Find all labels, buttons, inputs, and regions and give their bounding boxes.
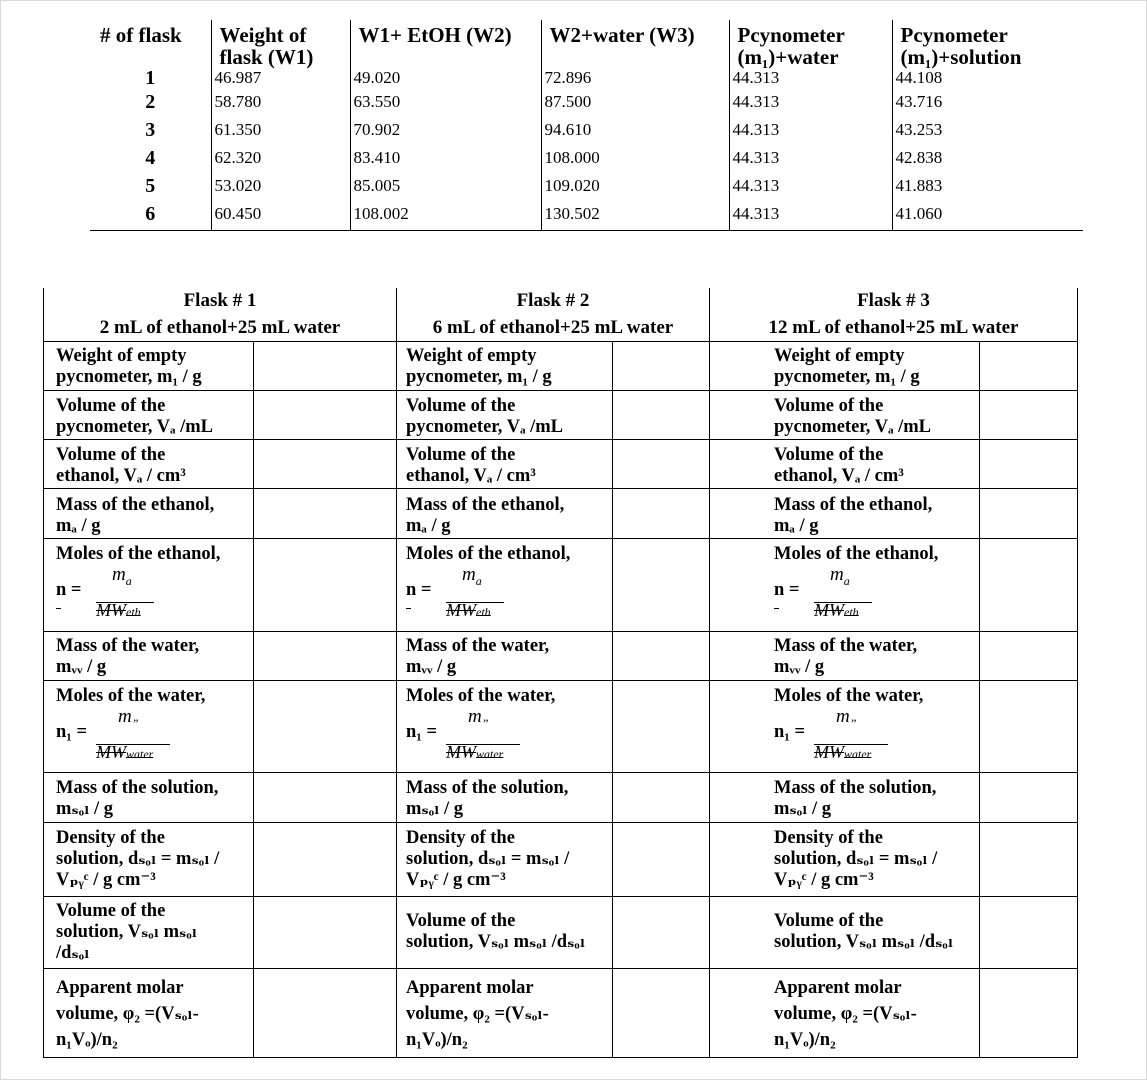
numerator-symbol: m: [112, 564, 126, 585]
flask-1-ethanol-mass-label: [56, 495, 214, 537]
molar-mass-subscript: eth: [844, 605, 859, 619]
header-flask-weight: Weight of flask (W1): [211, 20, 350, 68]
flask-3-solution-mass-label: [774, 778, 936, 820]
label-line: Vₚᵧᶜ / g cm⁻³: [56, 870, 156, 890]
label-line: ethanol, Vₐ / cm³: [56, 466, 186, 486]
label-line: pycnometer, m₁ / g: [774, 367, 920, 387]
label-line: ethanol, Vₐ / cm³: [406, 466, 536, 486]
water-moles-equation-lhs: n₁ =: [406, 722, 438, 742]
label-line: volume, φ₂ =(Vₛₒₗ-: [56, 1004, 199, 1024]
minus-tick: [774, 608, 779, 609]
table-cell: 109.020: [541, 174, 729, 202]
table-cell: 63.550: [350, 90, 541, 118]
label-line: Vₚᵧᶜ / g cm⁻³: [406, 870, 506, 890]
table-cell: 60.450: [211, 202, 350, 231]
row-divider: [44, 631, 1077, 632]
label-line: solution, dₛₒₗ = mₛₒₗ /: [774, 849, 938, 869]
label-line: Mass of the ethanol,: [56, 495, 215, 515]
table-header-row: [90, 20, 1083, 68]
molar-mass-symbol: MW: [814, 600, 844, 620]
label-line: solution, Vₛₒₗ mₛₒₗ /dₛₒₗ: [406, 932, 586, 952]
label-line: Weight of empty: [406, 346, 537, 366]
label-line: Mass of the solution,: [774, 778, 937, 798]
flask-number-cell: 2: [145, 91, 156, 113]
flask-2-water-mass-label: [406, 636, 549, 678]
table-cell: 44.108: [892, 68, 1083, 90]
label-line: mₐ / g: [406, 516, 451, 536]
table-row: [90, 68, 1083, 90]
table-cell: 44.313: [729, 118, 892, 146]
column-divider: [253, 341, 254, 1057]
table-cell: 44.313: [729, 202, 892, 231]
flask-1-water-moles-label: [56, 686, 205, 707]
column-divider: [612, 341, 613, 1057]
numerator-subscript: a: [125, 573, 132, 588]
flask-2-ethanol-volume-label: [406, 445, 536, 487]
water-moles-equation-lhs: n₁ =: [774, 722, 806, 742]
row-divider: [44, 772, 1077, 773]
label-line: Volume of the: [56, 901, 166, 921]
table-row: [90, 202, 1083, 231]
label-line: Moles of the ethanol,: [774, 544, 939, 564]
table-cell: 53.020: [211, 174, 350, 202]
flask-2-ethanol-mass-label: [406, 495, 564, 537]
ethanol-molar-mass-denominator: [96, 600, 141, 621]
label-line: Mass of the ethanol,: [774, 495, 933, 515]
flask-3-water-moles-label: [774, 686, 923, 707]
label-line: Moles of the water,: [406, 686, 556, 706]
flask-1-header: Flask # 1 2 mL of ethanol+25 mL water: [99, 290, 341, 338]
table-row: [90, 118, 1083, 146]
label-line: /dₛₒₗ: [56, 943, 90, 963]
ethanol-mass-numerator: [112, 564, 132, 589]
label-line: pycnometer, m₁ / g: [56, 367, 202, 387]
table-cell: 44.313: [729, 174, 892, 202]
label-line: mᵥᵥ / g: [774, 657, 825, 677]
flask-1-ethanol-moles-label: [56, 544, 220, 565]
label-line: volume, φ₂ =(Vₛₒₗ-: [406, 1004, 549, 1024]
numerator-symbol: m: [836, 706, 850, 727]
label-line: Weight of empty: [774, 346, 905, 366]
label-line: Volume of the: [406, 445, 516, 465]
flask-1-apparent-molar-volume-label: [56, 975, 199, 1053]
flask-3-header: Flask # 3 12 mL of ethanol+25 mL water: [768, 290, 1019, 338]
label-line: pycnometer, Vₐ /mL: [56, 417, 213, 437]
molar-mass-symbol: MW: [96, 742, 126, 762]
flask-3-ethanol-mass-label: [774, 495, 932, 537]
row-divider: [44, 390, 1077, 391]
table-cell: 44.313: [729, 90, 892, 118]
flask-1-water-mass-label: [56, 636, 199, 678]
label-line: Mass of the solution,: [406, 778, 569, 798]
flask-3-empty-pycnometer-weight-label: [774, 346, 920, 388]
minus-tick: [406, 608, 411, 609]
flask-worksheet: [43, 288, 1078, 1058]
column-divider: [709, 288, 710, 1057]
flask-1-solution-volume-label: [56, 901, 197, 964]
table-row: [90, 174, 1083, 202]
numerator-symbol: m: [118, 706, 132, 727]
label-line: mᵥᵥ / g: [56, 657, 107, 677]
flask-1-pycnometer-volume-label: [56, 396, 213, 438]
header-pyc-water: Pcynometer (m₁)+water: [729, 20, 892, 68]
flask-1-ethanol-volume-label: [56, 445, 186, 487]
flask-number-cell: 1: [145, 67, 156, 89]
row-divider: [44, 488, 1077, 489]
row-divider: [44, 439, 1077, 440]
flask-number-cell: 5: [145, 175, 156, 197]
header-divider: [44, 341, 1077, 342]
flask-3-water-mass-label: [774, 636, 917, 678]
header-flask-number: # of flask: [100, 23, 182, 47]
table-cell: 44.313: [729, 68, 892, 90]
numerator-symbol: m: [830, 564, 844, 585]
flask-2-empty-pycnometer-weight-label: [406, 346, 552, 388]
flask-3-solution-volume-label: [774, 911, 953, 953]
water-molar-mass-denominator: [446, 742, 503, 763]
numerator-subscript: ”: [481, 715, 489, 730]
table-cell: 87.500: [541, 90, 729, 118]
ethanol-mass-numerator: [462, 564, 482, 589]
ethanol-molar-mass-denominator: [446, 600, 491, 621]
table-cell: 85.005: [350, 174, 541, 202]
label-line: Mass of the water,: [774, 636, 918, 656]
flask-2-water-moles-label: [406, 686, 555, 707]
label-line: Volume of the: [774, 396, 884, 416]
flask-3-pycnometer-volume-label: [774, 396, 931, 438]
table-cell: 44.313: [729, 146, 892, 174]
label-line: ethanol, Vₐ / cm³: [774, 466, 904, 486]
label-line: pycnometer, Vₐ /mL: [406, 417, 563, 437]
flask-3-apparent-molar-volume-label: [774, 975, 917, 1053]
table-cell: 72.896: [541, 68, 729, 90]
label-line: mᵥᵥ / g: [406, 657, 457, 677]
flask-number-cell: 4: [145, 147, 156, 169]
row-divider: [44, 822, 1077, 823]
water-mass-numerator: [836, 706, 856, 731]
label-line: Mass of the ethanol,: [406, 495, 565, 515]
row-divider: [44, 896, 1077, 897]
flask-3-ethanol-volume-label: [774, 445, 904, 487]
molar-mass-symbol: MW: [446, 742, 476, 762]
table-cell: 49.020: [350, 68, 541, 90]
numerator-symbol: m: [462, 564, 476, 585]
water-mass-numerator: [118, 706, 138, 731]
table-cell: 58.780: [211, 90, 350, 118]
label-line: Density of the: [774, 828, 883, 848]
water-moles-equation-lhs: n₁ =: [56, 722, 88, 742]
flask-1-solution-density-label: [56, 828, 219, 891]
flask-1-empty-pycnometer-weight-label: [56, 346, 202, 388]
label-line: Weight of empty: [56, 346, 187, 366]
label-line: solution, dₛₒₗ = mₛₒₗ /: [56, 849, 220, 869]
flask-3-solution-density-label: [774, 828, 937, 891]
label-line: Volume of the: [56, 396, 166, 416]
table-cell: 62.320: [211, 146, 350, 174]
table-row: [90, 90, 1083, 118]
flask-weights-table: [90, 20, 1083, 231]
label-line: Apparent molar: [406, 978, 534, 998]
table-cell: 46.987: [211, 68, 350, 90]
flask-number-cell: 3: [145, 119, 156, 141]
water-molar-mass-denominator: [814, 742, 871, 763]
numerator-subscript: a: [843, 573, 850, 588]
molar-mass-subscript: water: [476, 747, 504, 761]
molar-mass-subscript: eth: [126, 605, 141, 619]
table-cell: 83.410: [350, 146, 541, 174]
label-line: Moles of the ethanol,: [56, 544, 221, 564]
water-molar-mass-denominator: [96, 742, 153, 763]
label-line: Density of the: [406, 828, 515, 848]
flask-2-apparent-molar-volume-label: [406, 975, 549, 1053]
flask-2-pycnometer-volume-label: [406, 396, 563, 438]
label-line: Apparent molar: [774, 978, 902, 998]
minus-tick: [56, 608, 61, 609]
label-line: mₐ / g: [56, 516, 101, 536]
column-divider: [396, 288, 397, 1057]
label-line: Apparent molar: [56, 978, 184, 998]
label-line: solution, dₛₒₗ = mₛₒₗ /: [406, 849, 570, 869]
table-row: [90, 146, 1083, 174]
label-line: Volume of the: [774, 445, 884, 465]
molar-mass-subscript: water: [126, 747, 154, 761]
label-line: n₁Vₒ)/n₂: [406, 1030, 468, 1050]
moles-equation-lhs: n =: [56, 580, 82, 600]
label-line: mₛₒₗ / g: [56, 799, 114, 819]
label-line: Vₚᵧᶜ / g cm⁻³: [774, 870, 874, 890]
table-cell: 108.002: [350, 202, 541, 231]
molar-mass-symbol: MW: [446, 600, 476, 620]
flask-1-solution-mass-label: [56, 778, 218, 820]
label-line: solution, Vₛₒₗ mₛₒₗ /dₛₒₗ: [774, 932, 954, 952]
flask-2-header: Flask # 2 6 mL of ethanol+25 mL water: [432, 290, 674, 338]
table-cell: 43.716: [892, 90, 1083, 118]
label-line: Density of the: [56, 828, 165, 848]
label-line: solution, Vₛₒₗ mₛₒₗ: [56, 922, 198, 942]
label-line: mₐ / g: [774, 516, 819, 536]
table-cell: 108.000: [541, 146, 729, 174]
column-divider: [979, 341, 980, 1057]
moles-equation-lhs: n =: [406, 580, 432, 600]
label-line: Mass of the solution,: [56, 778, 219, 798]
table-cell: 43.253: [892, 118, 1083, 146]
label-line: mₛₒₗ / g: [406, 799, 464, 819]
water-mass-numerator: [468, 706, 488, 731]
label-line: n₁Vₒ)/n₂: [774, 1030, 836, 1050]
label-line: volume, φ₂ =(Vₛₒₗ-: [774, 1004, 917, 1024]
row-divider: [44, 680, 1077, 681]
flask-2-solution-mass-label: [406, 778, 568, 820]
molar-mass-symbol: MW: [814, 742, 844, 762]
label-line: Mass of the water,: [56, 636, 200, 656]
label-line: Volume of the: [406, 911, 516, 931]
header-w2: W1+ EtOH (W2): [350, 20, 541, 68]
header-w3: W2+water (W3): [541, 20, 729, 68]
ethanol-mass-numerator: [830, 564, 850, 589]
label-line: Volume of the: [406, 396, 516, 416]
label-line: Moles of the water,: [774, 686, 924, 706]
label-line: Moles of the ethanol,: [406, 544, 571, 564]
molar-mass-symbol: MW: [96, 600, 126, 620]
label-line: pycnometer, m₁ / g: [406, 367, 552, 387]
label-line: Mass of the water,: [406, 636, 550, 656]
numerator-subscript: ”: [849, 715, 857, 730]
molar-mass-subscript: water: [844, 747, 872, 761]
numerator-subscript: a: [475, 573, 482, 588]
flask-2-solution-volume-label: [406, 911, 585, 953]
flask-number-cell: 6: [90, 202, 211, 231]
label-line: Volume of the: [56, 445, 166, 465]
table-cell: 41.060: [892, 202, 1083, 231]
flask-2-ethanol-moles-label: [406, 544, 570, 565]
header-pyc-solution: Pcynometer (m₁)+solution: [892, 20, 1083, 68]
table-cell: 70.902: [350, 118, 541, 146]
table-cell: 94.610: [541, 118, 729, 146]
label-line: mₛₒₗ / g: [774, 799, 832, 819]
label-line: n₁Vₒ)/n₂: [56, 1030, 118, 1050]
table-cell: 42.838: [892, 146, 1083, 174]
moles-equation-lhs: n =: [774, 580, 800, 600]
numerator-subscript: ”: [131, 715, 139, 730]
flask-3-ethanol-moles-label: [774, 544, 938, 565]
table-cell: 130.502: [541, 202, 729, 231]
label-line: Moles of the water,: [56, 686, 206, 706]
label-line: pycnometer, Vₐ /mL: [774, 417, 931, 437]
ethanol-molar-mass-denominator: [814, 600, 859, 621]
table-cell: 61.350: [211, 118, 350, 146]
flask-2-solution-density-label: [406, 828, 569, 891]
table-cell: 41.883: [892, 174, 1083, 202]
molar-mass-subscript: eth: [476, 605, 491, 619]
row-divider: [44, 538, 1077, 539]
numerator-symbol: m: [468, 706, 482, 727]
row-divider: [44, 968, 1077, 969]
label-line: Volume of the: [774, 911, 884, 931]
